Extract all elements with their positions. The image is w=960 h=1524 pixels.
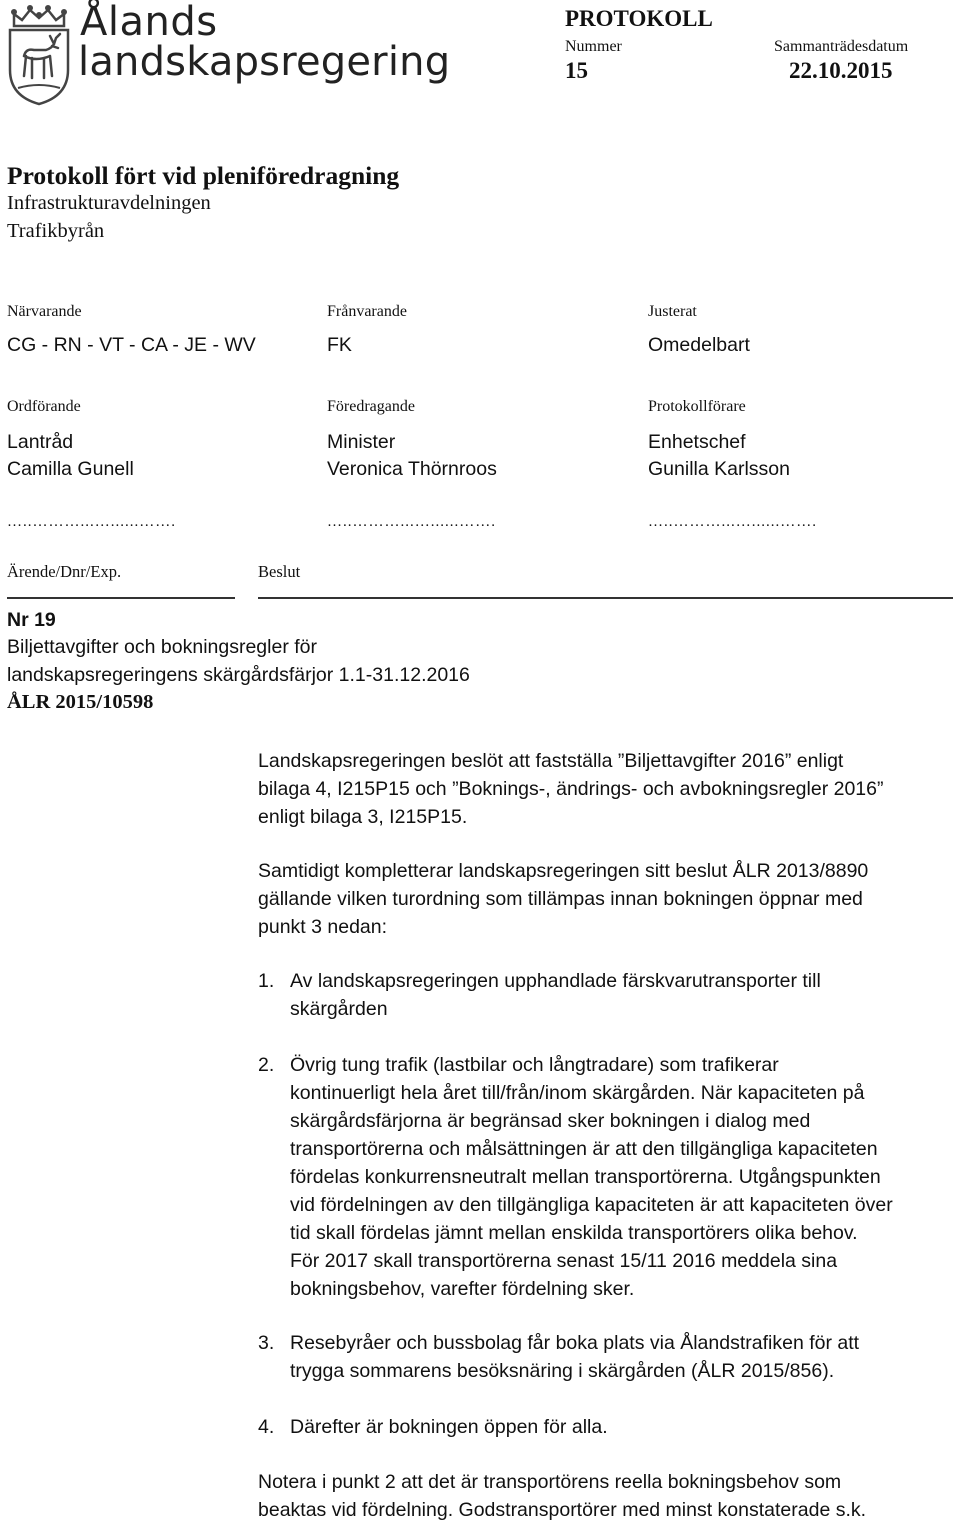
chair-name: Camilla Gunell (7, 458, 134, 480)
decision-column-rule (258, 597, 953, 599)
verified-value: Omedelbart (648, 334, 750, 356)
case-reference: ÅLR 2015/10598 (7, 691, 154, 713)
office-name: Trafikbyrån (7, 220, 105, 242)
text-line: Notera i punkt 2 att det är transportörens reella bokningsbehov som (258, 1471, 842, 1493)
secretary-title: Enhetschef (648, 431, 746, 453)
decision-paragraph-1 (258, 747, 883, 831)
presenter-signature-line: …..………...…......……. (327, 514, 496, 530)
text-line: fördelas konkurrensneutralt mellan transportörerna. Utgångspunkten (290, 1166, 881, 1188)
secretary-signature-line: …..………...…......……. (648, 514, 817, 530)
decision-paragraph-2 (258, 857, 868, 941)
chair-label: Ordförande (7, 398, 81, 415)
text-line: tid skall fördelas jämnt mellan enskilda transportörers olika behov. (290, 1222, 858, 1244)
text-line: bokningsbehov, varefter fördelning sker. (290, 1278, 635, 1300)
text-line: vid fördelningen av den tillgängliga kapaciteten är att kapaciteten över (290, 1194, 893, 1216)
department-name: Infrastrukturavdelningen (7, 192, 211, 214)
text-line: Landskapsregeringen beslöt att fastställa ”Biljettavgifter 2016” enligt (258, 750, 844, 772)
protocol-heading: Protokoll fört vid pleniföredragning (7, 161, 400, 190)
presenter-name: Veronica Thörnroos (327, 458, 497, 480)
list-item-number: 3. (258, 1332, 275, 1354)
text-line: gällande vilken turordning som tillämpas innan bokningen öppnar med (258, 888, 863, 910)
present-value: CG - RN - VT - CA - JE - WV (7, 334, 256, 356)
number-value: 15 (565, 58, 588, 83)
absent-value: FK (327, 334, 352, 356)
text-line: För 2017 skall transportörerna senast 15/11 2016 meddela sina (290, 1250, 838, 1272)
text-line: Resebyråer och bussbolag får boka plats via Ålandstrafiken för att (290, 1332, 860, 1354)
list-item-text (290, 967, 950, 1023)
case-number: Nr 19 (7, 609, 56, 631)
text-line: Av landskapsregeringen upphandlade färskvarutransporter till (290, 970, 821, 992)
list-item-text (290, 1329, 950, 1385)
text-line: enligt bilaga 3, I215P15. (258, 806, 468, 828)
case-title-line2: landskapsregeringens skärgårdsfärjor 1.1-31.12.2016 (7, 664, 470, 686)
text-line: trygga sommarens besöksnäring i skärgården (ÅLR 2015/856). (290, 1360, 835, 1382)
chair-title: Lantråd (7, 431, 74, 453)
text-line: Därefter är bokningen öppen för alla. (290, 1416, 608, 1438)
text-line: bilaga 4, I215P15 och ”Boknings-, ändrings- och avbokningsregler 2016” (258, 778, 884, 800)
text-line: punkt 3 nedan: (258, 916, 388, 938)
text-line: Övrig tung trafik (lastbilar och långtradare) som trafikerar (290, 1054, 779, 1076)
secretary-name: Gunilla Karlsson (648, 458, 790, 480)
text-line: Samtidigt kompletterar landskapsregeringen sitt beslut ÅLR 2013/8890 (258, 860, 869, 882)
secretary-label: Protokollförare (648, 398, 746, 415)
text-line: skärgårdsfärjorna är begränsad sker bokningen i dialog med (290, 1110, 811, 1132)
list-item-number: 1. (258, 970, 275, 992)
text-line: skärgården (290, 998, 388, 1020)
list-item-text (290, 1413, 950, 1441)
list-item-number: 2. (258, 1054, 275, 1076)
number-label: Nummer (565, 38, 622, 55)
text-line: kontinuerligt hela året till/från/inom skärgården. När kapaciteten på (290, 1082, 865, 1104)
absent-label: Frånvarande (327, 303, 407, 320)
date-label: Sammanträdesdatum (774, 38, 909, 55)
presenter-title: Minister (327, 431, 396, 453)
list-item-number: 4. (258, 1416, 275, 1438)
case-column-rule (7, 597, 235, 599)
presenter-label: Föredragande (327, 398, 415, 415)
present-label: Närvarande (7, 303, 82, 320)
chair-signature-line: …..………...…......……. (7, 514, 176, 530)
list-item-text (290, 1051, 950, 1303)
text-line: transportörerna och målsättningen är att den tillgängliga kapaciteten (290, 1138, 878, 1160)
date-value: 22.10.2015 (789, 58, 893, 83)
document-type-title: PROTOKOLL (565, 6, 713, 31)
decision-column-header: Beslut (258, 562, 301, 581)
logo-wordmark-line1: Ålands (80, 0, 218, 45)
case-column-header: Ärende/Dnr/Exp. (7, 562, 122, 581)
decision-paragraph-3 (258, 1468, 866, 1524)
text-line: beaktas vid fördelning. Godstransportörer med minst konstaterade s.k. (258, 1499, 867, 1521)
verified-label: Justerat (648, 303, 697, 320)
logo-wordmark-line2: landskapsregering (78, 39, 451, 85)
case-title-line1: Biljettavgifter och bokningsregler för (7, 636, 317, 658)
aland-coat-of-arms-deer-icon (6, 4, 72, 106)
